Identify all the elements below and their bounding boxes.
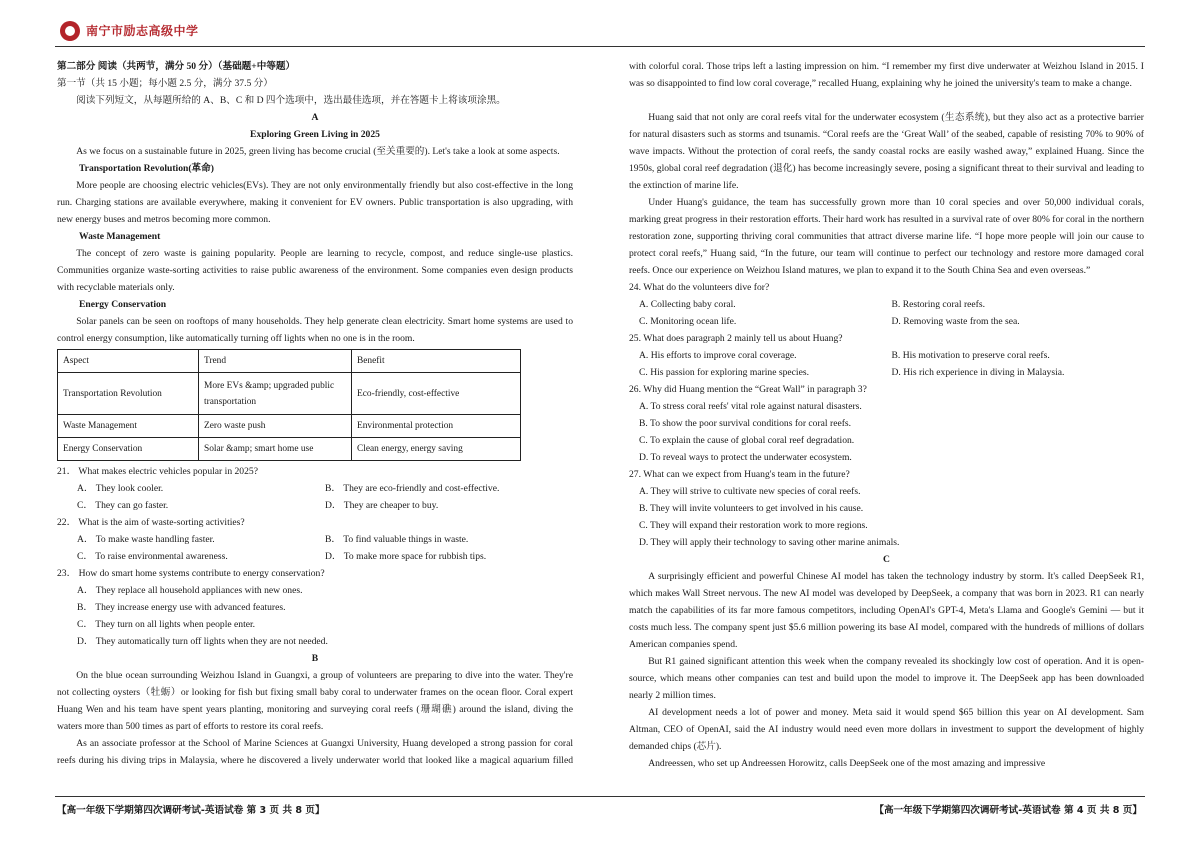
- option-b[interactable]: B. Restoring coral reefs.: [891, 299, 986, 310]
- passage-a-title: Exploring Green Living in 2025: [250, 129, 380, 140]
- passage-b-paragraph-1: On the blue ocean surrounding Weizhou Island in Guangxi, a group of volunteers are preparing to dive into the water. They're not collecting oysters（牡蛎）or looking for fish but fixing small baby coral to underwater frames on the ocean floor. Coral expert Huang Wen and his team have spent years planting, monitoring and surveying coral reefs (珊瑚礁) around the island, diving the waters more than 500 times as part of efforts to restore its coral reefs.: [57, 670, 573, 732]
- left-column: [57, 58, 573, 769]
- option-d[interactable]: D. They will apply their technology to saving other marine animals.: [639, 537, 900, 548]
- table-header-cell: Aspect: [58, 350, 199, 373]
- option-d[interactable]: D． They automatically turn off lights when they are not needed.: [77, 636, 328, 647]
- question-26-stem: 26. Why did Huang mention the “Great Wall” in paragraph 3?: [629, 384, 867, 395]
- passage-a-heading-2: Waste Management: [79, 231, 161, 242]
- passage-a-paragraph-2: The concept of zero waste is gaining popularity. People are learning to recycle, compost, and reduce single-use plastics. Communities organize waste-sorting activities to raise public awareness of the environment. Some companies even design products with recyclable materials only.: [57, 248, 573, 293]
- question-23-options: [57, 582, 573, 650]
- question-22-options: [57, 531, 573, 565]
- option-c[interactable]: C． To raise environmental awareness.: [77, 551, 228, 562]
- question-25-options: [629, 347, 1144, 381]
- option-c[interactable]: C. Monitoring ocean life.: [639, 316, 737, 327]
- option-c[interactable]: C． They can go faster.: [77, 500, 169, 511]
- part-one-title: 第一节（共 15 小题；每小题 2.5 分，满分 37.5 分）: [57, 78, 273, 89]
- question-21-stem: 21． What makes electric vehicles popular in 2025?: [57, 466, 258, 477]
- option-c[interactable]: C. They will expand their restoration work to more regions.: [639, 520, 868, 531]
- table-cell: Clean energy, energy saving: [352, 438, 521, 461]
- option-a[interactable]: A. Collecting baby coral.: [639, 299, 736, 310]
- passage-a-letter: A: [311, 112, 319, 123]
- option-a[interactable]: A． To make waste handling faster.: [77, 534, 215, 545]
- footer-left: 【高一年级下学期第四次调研考试-英语试卷 第 3 页 共 8 页】: [57, 805, 325, 816]
- passage-c-paragraph-4: Andreessen, who set up Andreessen Horowitz, calls DeepSeek one of the most amazing and impressive: [648, 758, 1046, 769]
- option-b[interactable]: B. To show the poor survival conditions for coral reefs.: [639, 418, 852, 429]
- question-25-stem: 25. What does paragraph 2 mainly tell us about Huang?: [629, 333, 843, 344]
- question-27-stem: 27. What can we expect from Huang's team in the future?: [629, 469, 850, 480]
- summary-table: [57, 349, 521, 461]
- passage-b-paragraph-4: Under Huang's guidance, the team has successfully grown more than 10 coral species and over 50,000 individual corals, marking great progress in their restoration efforts. Their hard work has resulted in a survival rate of over 80% for coral in the northern restoration zone, supporting thriving coral communities that attract diverse marine life. “I hope more people will join our cause to protect coral reefs,” Huang said, “In the future, our team will continue to perfect our technology and restore more damaged coral reefs. Once our experience on Weizhou Island matures, we plan to expand it to the South China Sea and even overseas.”: [629, 197, 1144, 276]
- option-a[interactable]: A. They will strive to cultivate new species of coral reefs.: [639, 486, 861, 497]
- passage-c-paragraph-2: But R1 gained significant attention this week when the company revealed its shockingly low cost of operation. And it is open-source, which means other companies can test and build upon the model to improve it. The DeepSeek app has been downloaded nearly 2 million times.: [629, 656, 1144, 701]
- table-cell: Zero waste push: [199, 415, 352, 438]
- option-b[interactable]: B． They are eco-friendly and cost-effective.: [325, 483, 500, 494]
- passage-a-heading-3: Energy Conservation: [79, 299, 167, 310]
- option-b[interactable]: B. His motivation to preserve coral reefs.: [891, 350, 1050, 361]
- passage-a-intro: As we focus on a sustainable future in 2025, green living has become crucial (至关重要的). Let's take a look at some aspects.: [76, 146, 560, 157]
- footer-rule: [55, 796, 1145, 797]
- section-title: 第二部分 阅读（共两节，满分 50 分）（基础题+中等题）: [57, 61, 296, 72]
- option-d[interactable]: D. Removing waste from the sea.: [891, 316, 1020, 327]
- question-24-stem: 24. What do the volunteers dive for?: [629, 282, 770, 293]
- passage-a-heading-1: Transportation Revolution(革命): [79, 163, 214, 174]
- option-b[interactable]: B. They will invite volunteers to get involved in his cause.: [639, 503, 864, 514]
- option-a[interactable]: A. To stress coral reefs' vital role against natural disasters.: [639, 401, 862, 412]
- table-cell: Environmental protection: [352, 415, 521, 438]
- passage-a-paragraph-1: More people are choosing electric vehicles(EVs). They are not only environmentally friendly but also cost-effective in the long run. Charging stations are available everywhere, making it convenient for EV owners. Public transportation is also upgrading, with new energy buses and metros becoming more common.: [57, 180, 573, 225]
- question-24-options: [629, 296, 1144, 330]
- school-logo-icon: [60, 21, 80, 41]
- option-c[interactable]: C. To explain the cause of global coral reef degradation.: [639, 435, 855, 446]
- instructions: 阅读下列短文，从每题所给的 A、B、C 和 D 四个选项中，选出最佳选项，并在答题卡上将该项涂黑。: [76, 95, 506, 106]
- right-column: [629, 58, 1144, 772]
- passage-b-paragraph-2-cont: with colorful coral. Those trips left a lasting impression on him. “I remember my first dive underwater at Weizhou Island in 2015. I was so disappointed to find low coral coverage,” recalled Huang, explaining why he joined the university's team to make a change.: [629, 61, 1144, 89]
- option-d[interactable]: D． They are cheaper to buy.: [325, 500, 439, 511]
- table-cell: Energy Conservation: [58, 438, 199, 461]
- option-a[interactable]: A． They look cooler.: [77, 483, 164, 494]
- table-header-cell: Trend: [199, 350, 352, 373]
- option-b[interactable]: B． They increase energy use with advanced features.: [77, 602, 286, 613]
- question-23-stem: 23． How do smart home systems contribute to energy conservation?: [57, 568, 325, 579]
- option-b[interactable]: B． To find valuable things in waste.: [325, 534, 469, 545]
- passage-c-paragraph-1: A surprisingly efficient and powerful Chinese AI model has taken the technology industry by storm. It's called DeepSeek R1, which makes Wall Street nervous. The new AI model was developed by DeepSeek, a company that was born in 2023. R1 can nearly match the capabilities of its far more famous competitors, including OpenAI's GPT-4, Meta's Llama and Google's Gemini — but it costs much less. The company spent just $5.6 million powering its base AI model, compared with the hundreds of millions of dollars American companies spend.: [629, 571, 1144, 650]
- passage-c-letter: C: [883, 554, 890, 565]
- passage-c-paragraph-3: AI development needs a lot of power and money. Meta said it would spend $65 billion this year on AI development. Sam Altman, CEO of OpenAI, said the AI industry would need even more dollars in investment to support the development of highly demanded chips (芯片).: [629, 707, 1144, 752]
- passage-b-paragraph-3: Huang said that not only are coral reefs vital for the underwater ecosystem (生态系统), but they also act as a protective barrier for natural disasters such as storms and tsunamis. “Coral reefs are the ‘Great Wall’ of the seabed, capable of resisting 70% to 90% of wave impacts. Without the protection of coral reefs, the sandy coastal rocks are easily washed away,” explained Huang. Since the 1950s, global coral reef degradation (退化) has become increasingly severe, posing a significant threat to their survival and leading to the extinction of marine life.: [629, 112, 1144, 191]
- passage-b-letter: B: [311, 653, 319, 664]
- table-row: [58, 438, 521, 461]
- footer-right: 【高一年级下学期第四次调研考试-英语试卷 第 4 页 共 8 页】: [874, 805, 1142, 816]
- table-header-row: [58, 350, 521, 373]
- school-name: 南宁市励志高级中学: [86, 23, 199, 38]
- table-cell: More EVs &amp; upgraded public transportation: [199, 373, 352, 415]
- option-a[interactable]: A. His efforts to improve coral coverage.: [639, 350, 797, 361]
- table-cell: Solar &amp; smart home use: [199, 438, 352, 461]
- question-21-options: [57, 480, 573, 514]
- header-rule: [55, 46, 1145, 47]
- page-header: [60, 18, 199, 44]
- option-d[interactable]: D． To make more space for rubbish tips.: [325, 551, 487, 562]
- table-cell: Waste Management: [58, 415, 199, 438]
- option-d[interactable]: D. To reveal ways to protect the underwater ecosystem.: [639, 452, 852, 463]
- table-row: [58, 415, 521, 438]
- table-cell: Transportation Revolution: [58, 373, 199, 415]
- option-c[interactable]: C． They turn on all lights when people enter.: [77, 619, 256, 630]
- question-26-options: [629, 398, 1144, 466]
- table-row: [58, 373, 521, 415]
- option-a[interactable]: A． They replace all household appliances with new ones.: [77, 585, 303, 596]
- passage-a-paragraph-3: Solar panels can be seen on rooftops of many households. They help generate clean electricity. Smart home systems are used to control energy consumption, like automatically turning off lights when no one is in the room.: [57, 316, 573, 344]
- table-header-cell: Benefit: [352, 350, 521, 373]
- table-cell: Eco-friendly, cost-effective: [352, 373, 521, 415]
- question-27-options: [629, 483, 1144, 551]
- option-c[interactable]: C. His passion for exploring marine species.: [639, 367, 809, 378]
- option-d[interactable]: D. His rich experience in diving in Malaysia.: [891, 367, 1065, 378]
- question-22-stem: 22． What is the aim of waste-sorting activities?: [57, 517, 245, 528]
- passage-b-paragraph-2-start: As an associate professor at the School of Marine Sciences at Guangxi University, Huang developed a strong passion for coral reefs during his diving trips in Malaysia, where he discovered a lively underwater world that looked like a magical aquarium filled: [57, 738, 573, 766]
